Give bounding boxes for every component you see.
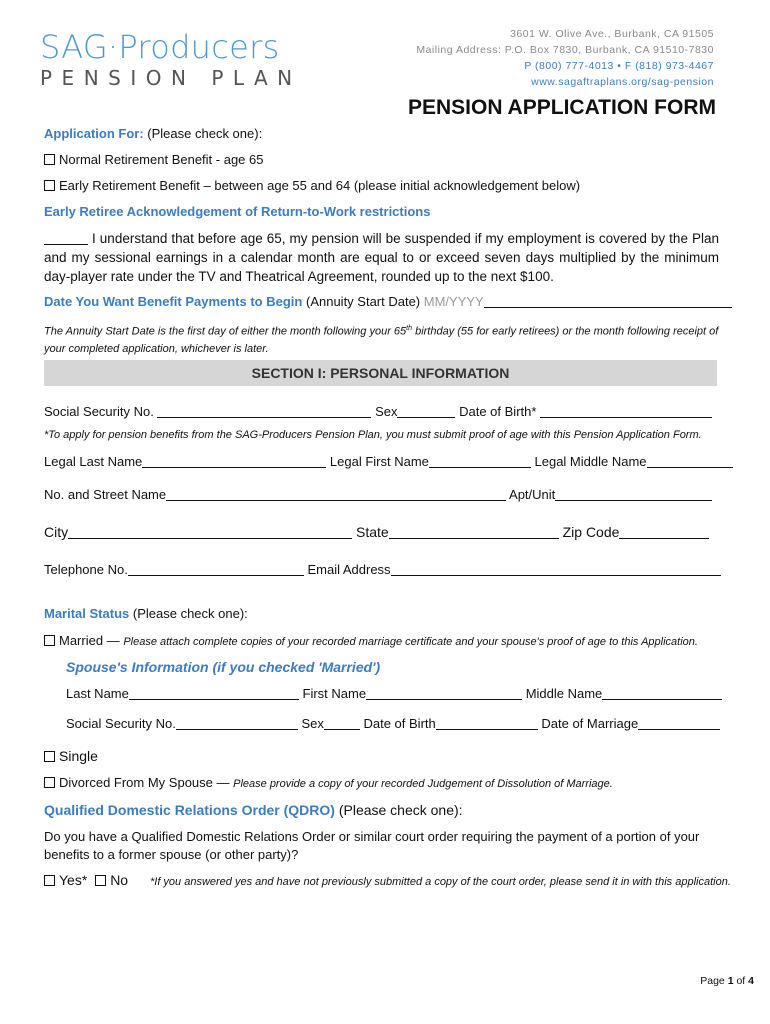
last-name-field[interactable] [142, 454, 326, 468]
spouse-dob-field[interactable] [436, 716, 538, 730]
spouse-dom-field[interactable] [638, 716, 720, 730]
sex-label: Sex [375, 404, 398, 419]
qdro-no-label: No [110, 872, 129, 888]
divorced-note: Please provide a copy of your recorded Judgement of Dissolution of Marriage. [233, 778, 613, 790]
early-ack-text: I understand that before age 65, my pension will be suspended if my employment is covered by the Plan and my sessional earnings in a calendar month are equal to or exceed seven days multiplied by the minimum day-player rate under the TV and Theatrical Agreement, rounded up to the next $100. [44, 231, 719, 284]
first-name-label: Legal First Name [329, 454, 429, 469]
legal-name-row [44, 454, 733, 469]
application-for-label: Application For: [44, 126, 144, 141]
qdro-answer-row [44, 872, 731, 888]
normal-retirement-checkbox[interactable] [44, 154, 55, 165]
qdro-no-checkbox[interactable] [95, 875, 106, 886]
single-row [44, 748, 98, 764]
city-label: City [44, 524, 69, 540]
spouse-last-label: Last Name [66, 686, 129, 701]
spouse-first-field[interactable] [366, 686, 522, 700]
street-field[interactable] [166, 487, 506, 501]
initials-field[interactable] [44, 231, 88, 245]
section1-title: SECTION I: PERSONAL INFORMATION [44, 360, 717, 386]
single-label: Single [59, 748, 98, 764]
married-note: Please attach complete copies of your recorded marriage certificate and your spouse's proof of age to this Application. [123, 636, 698, 648]
website-link[interactable]: www.sagaftraplans.org/sag-pension [531, 76, 714, 88]
proof-note: *To apply for pension benefits from the SAG-Producers Pension Plan, you must submit proof of age with this Pension Application Form. [44, 429, 702, 441]
divorced-label: Divorced From My Spouse — [59, 775, 230, 790]
early-retirement-label: Early Retirement Benefit – between age 55 and 64 (please initial acknowledgement below) [59, 178, 581, 193]
start-date-sub: (Annuity Start Date) [305, 294, 421, 309]
qdro-label: Qualified Domestic Relations Order (QDRO) [44, 802, 335, 818]
option-early-row [44, 178, 580, 193]
page-prefix: Page [700, 975, 725, 987]
qdro-question: Do you have a Qualified Domestic Relations Order or similar court order requiring the payment of a portion of your benefits to a former spouse (or other party)? [44, 829, 700, 862]
spouse-ssn-label: Social Security No. [66, 716, 176, 731]
start-date-note-a: The Annuity Start Date is the first day of either the month following your 65 [44, 325, 407, 338]
qdro-yes-checkbox[interactable] [44, 875, 55, 886]
apt-field[interactable] [555, 487, 712, 501]
street-label: No. and Street Name [44, 487, 167, 502]
early-ack-paragraph [44, 229, 719, 286]
start-date-note-b: birthday (55 for early retirees) or the month following receipt of your completed application, whichever is later. [44, 325, 719, 355]
address-line1: 3601 W. Olive Ave., Burbank, CA 91505 [510, 28, 714, 40]
ssn-field[interactable] [157, 404, 371, 418]
marital-row [44, 606, 248, 621]
page-total: 4 [748, 975, 754, 987]
spouse-ssn-field[interactable] [176, 716, 298, 730]
middle-name-label: Legal Middle Name [534, 454, 647, 469]
qdro-hint: (Please check one): [338, 802, 463, 818]
apt-label: Apt/Unit [509, 487, 556, 502]
application-for-hint: (Please check one): [147, 126, 263, 141]
email-label: Email Address [307, 562, 391, 577]
logo-sub: PENSION PLAN [40, 66, 302, 90]
contact-row [44, 562, 721, 577]
start-date-note-sup: th [406, 325, 413, 332]
spouse-details-row [66, 716, 720, 731]
application-for-row [44, 126, 262, 141]
divorced-checkbox[interactable] [44, 777, 55, 788]
marital-label: Marital Status [44, 606, 130, 621]
first-name-field[interactable] [429, 454, 531, 468]
spouse-sex-field[interactable] [324, 716, 360, 730]
start-date-label: Date You Want Benefit Payments to Begin [44, 294, 303, 309]
phone-line: P (800) 777-4013 • F (818) 973-4467 [524, 60, 714, 72]
start-date-note [44, 320, 720, 358]
spouse-middle-label: Middle Name [525, 686, 603, 701]
email-field[interactable] [391, 562, 721, 576]
zip-field[interactable] [619, 525, 709, 539]
street-row [44, 487, 712, 502]
middle-name-field[interactable] [647, 454, 733, 468]
spouse-sex-label: Sex [301, 716, 324, 731]
phone-field[interactable] [128, 562, 304, 576]
state-field[interactable] [389, 525, 559, 539]
ssn-row [44, 404, 712, 419]
spouse-first-label: First Name [302, 686, 367, 701]
spouse-dom-label: Date of Marriage [541, 716, 639, 731]
last-name-label: Legal Last Name [44, 454, 143, 469]
city-field[interactable] [68, 525, 352, 539]
start-date-field[interactable] [484, 294, 732, 308]
spouse-name-row [66, 686, 722, 701]
married-checkbox[interactable] [44, 635, 55, 646]
spouse-heading: Spouse's Information (if you checked 'Married') [66, 659, 381, 675]
logo-main: SAG·Producers [40, 28, 280, 66]
married-label: Married — [59, 633, 120, 648]
normal-retirement-label: Normal Retirement Benefit - age 65 [59, 152, 264, 167]
spouse-last-field[interactable] [129, 686, 299, 700]
married-row [44, 633, 698, 648]
zip-label: Zip Code [562, 524, 620, 540]
early-retirement-checkbox[interactable] [44, 180, 55, 191]
dob-field[interactable] [540, 404, 712, 418]
page-of: of [736, 975, 746, 987]
qdro-note: *If you answered yes and have not previously submitted a copy of the court order, please send it in with this application. [149, 876, 731, 888]
ssn-label: Social Security No. [44, 404, 154, 419]
page-number [700, 975, 754, 987]
marital-hint: (Please check one): [132, 606, 248, 621]
phone-label: Telephone No. [44, 562, 128, 577]
dob-label: Date of Birth* [459, 404, 537, 419]
option-normal-row [44, 152, 263, 167]
divorced-row [44, 775, 613, 790]
sex-field[interactable] [397, 404, 455, 418]
page-current: 1 [727, 975, 734, 987]
state-label: State [356, 524, 389, 540]
form-title: PENSION APPLICATION FORM [407, 96, 716, 119]
address-line2: Mailing Address: P.O. Box 7830, Burbank, CA 91510-7830 [416, 44, 714, 56]
single-checkbox[interactable] [44, 751, 55, 762]
spouse-dob-label: Date of Birth [363, 716, 436, 731]
start-date-placeholder: MM/YYYY [423, 294, 484, 309]
qdro-yes-label: Yes* [59, 872, 88, 888]
city-row [44, 524, 709, 540]
spouse-middle-field[interactable] [602, 686, 722, 700]
qdro-row [44, 802, 463, 818]
start-date-row [44, 294, 732, 309]
early-ack-heading: Early Retiree Acknowledgement of Return-to-Work restrictions [44, 204, 431, 219]
